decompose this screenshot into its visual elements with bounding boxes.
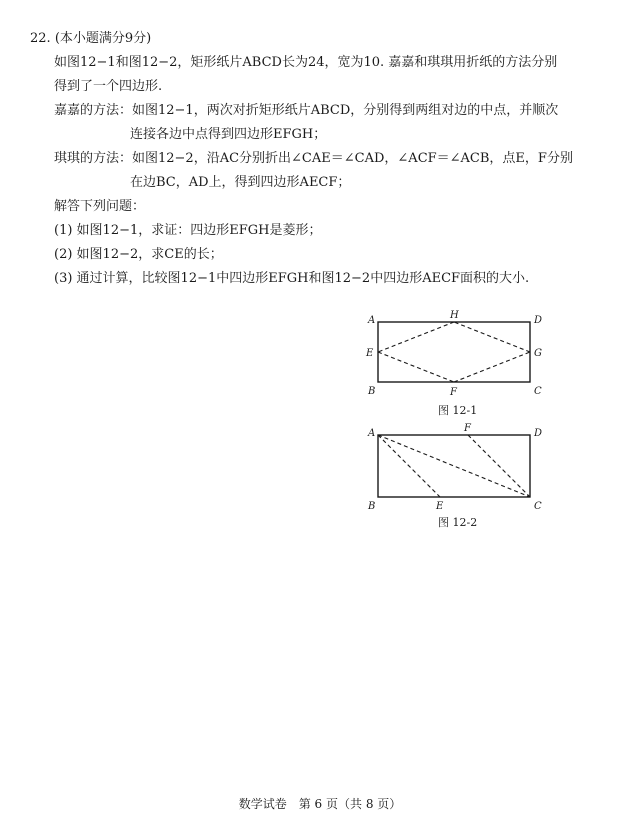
segment-he: [378, 322, 454, 352]
label-d-2: D: [534, 428, 543, 439]
rectangle-abcd: [378, 322, 530, 382]
intro-line-2: 得到了一个四边形.: [54, 79, 163, 94]
figure-12-1: [360, 305, 560, 405]
method-b-line-2: 在边BC，AD上，得到四边形AECF；: [130, 175, 351, 190]
segment-fg: [454, 352, 530, 382]
label-f-2: F: [464, 423, 471, 434]
part-2: (2) 如图12−2，求CE的长；: [54, 247, 223, 262]
method-a-line-2: 连接各边中点得到四边形EFGH；: [130, 127, 327, 142]
label-b-2: B: [368, 501, 376, 512]
label-e: E: [366, 348, 374, 359]
method-a-line-1: 嘉嘉的方法：如图12−1，两次对折矩形纸片ABCD，分别得到两组对边的中点，并顺次: [54, 103, 559, 118]
label-f: F: [450, 387, 457, 398]
segment-ae: [378, 435, 440, 497]
label-d: D: [534, 315, 543, 326]
label-e-2: E: [436, 501, 444, 512]
label-c: C: [534, 386, 542, 397]
question-number: 22.: [30, 31, 51, 46]
page-footer: 数学试卷 第 6 页（共 8 页）: [238, 797, 402, 811]
segment-fc: [468, 435, 530, 497]
question-number-line: [30, 30, 151, 48]
method-b-line-1: 琪琪的方法：如图12−2，沿AC分别折出∠CAE＝∠CAD，∠ACF＝∠ACB，点E，F分别: [54, 151, 573, 166]
label-c-2: C: [534, 501, 542, 512]
segment-ac: [378, 435, 530, 497]
figure-12-2: [360, 418, 560, 518]
prompt-line: 解答下列问题：: [54, 199, 146, 214]
question-points: (本小题满分9分): [54, 31, 152, 46]
label-b: B: [368, 386, 376, 397]
figure-12-2-caption: 图 12-2: [438, 516, 478, 529]
label-a: A: [368, 315, 376, 326]
segment-ef: [378, 352, 454, 382]
label-g: G: [534, 348, 542, 359]
part-3: (3) 通过计算，比较图12−1中四边形EFGH和图12−2中四边形AECF面积的大小.: [54, 271, 530, 286]
label-a-2: A: [368, 428, 376, 439]
segment-gh: [454, 322, 530, 352]
intro-line-1: 如图12−1和图12−2，矩形纸片ABCD长为24，宽为10. 嘉嘉和琪琪用折纸的方法分别: [54, 55, 558, 70]
label-h: H: [450, 310, 459, 321]
figure-12-1-caption: 图 12-1: [438, 404, 478, 417]
part-1: (1) 如图12−1，求证：四边形EFGH是菱形；: [54, 223, 322, 238]
